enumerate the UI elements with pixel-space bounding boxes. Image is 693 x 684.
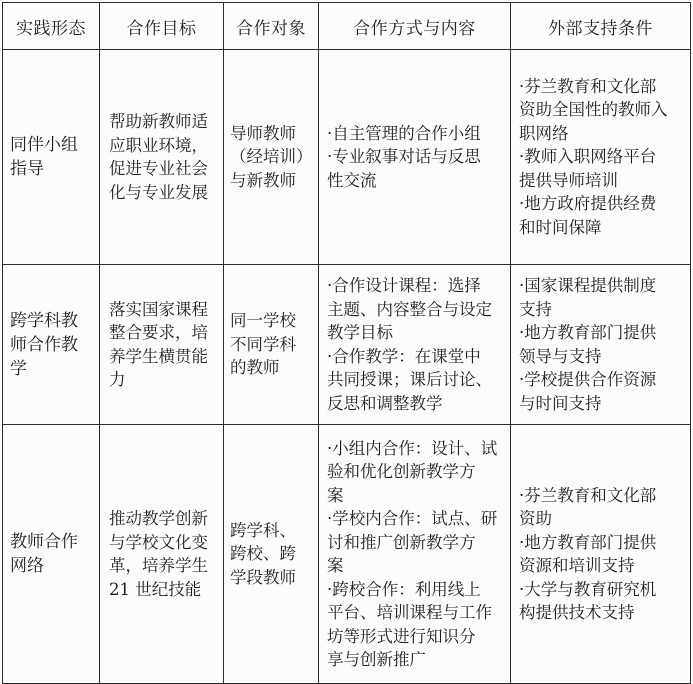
cell-goal [100, 265, 224, 425]
support-line: ·学校提供合作资源 [519, 370, 657, 389]
form-text: 教师合作 网络 [10, 532, 78, 576]
support-line: 与时间支持 [519, 393, 602, 413]
cell-support [511, 50, 691, 265]
cell-form [3, 425, 100, 684]
practice-forms-table [2, 2, 691, 684]
cell-partners [224, 50, 319, 265]
partners-text: 导师教师 （经培训） 与新教师 [230, 123, 313, 190]
support-line: 领导与支持 [519, 346, 602, 366]
methods-line: 坊等形式进行知识分 [327, 626, 476, 646]
table-row [3, 50, 691, 265]
support-line: 资源和培训支持 [519, 556, 635, 575]
methods-line: 性交流 [327, 170, 377, 190]
methods-line: ·合作教学：在课堂中 [327, 346, 481, 366]
cell-partners [224, 265, 319, 425]
support-line: 职网络 [519, 123, 569, 143]
table-row [3, 265, 691, 425]
methods-line: 教学目标 [327, 323, 393, 342]
methods-line: 共同授课；课后讨论、 [327, 370, 492, 389]
methods-line: ·学校内合作：试点、研 [327, 509, 498, 528]
methods-line: 案 [327, 556, 344, 575]
header-partners: 合作对象 [224, 3, 319, 50]
header-form: 实践形态 [3, 3, 100, 50]
support-line: 资助全国性的教师入 [519, 100, 668, 120]
cell-form [3, 50, 100, 265]
support-line: ·国家课程提供制度 [519, 276, 657, 295]
cell-goal [100, 50, 224, 265]
header-row [3, 3, 691, 50]
support-line: ·地方教育部门提供 [519, 323, 657, 342]
form-text: 跨学科教 师合作教 学 [10, 310, 78, 379]
support-line: ·教师入职网络平台 [519, 147, 657, 167]
cell-methods [319, 50, 511, 265]
methods-line: 平台、培训课程与工作 [327, 603, 492, 622]
methods-line: 讨和推广创新教学方 [327, 532, 476, 552]
support-line: ·大学与教育研究机 [519, 579, 657, 599]
cell-form [3, 265, 100, 425]
form-text: 同伴小组 指导 [10, 135, 78, 179]
cell-support [511, 265, 691, 425]
methods-line: 案 [327, 485, 344, 505]
methods-line: ·合作设计课程：选择 [327, 276, 481, 295]
support-line: 提供导师培训 [519, 170, 618, 190]
support-line: 和时间保障 [519, 217, 602, 237]
partners-text: 同一学校 不同学科 的教师 [230, 311, 296, 378]
support-line: 资助 [519, 509, 552, 528]
header-goal: 合作目标 [100, 3, 224, 50]
cell-methods [319, 265, 511, 425]
methods-line: ·自主管理的合作小组 [327, 123, 481, 143]
table-row [3, 425, 691, 684]
methods-line: 主题、内容整合与设定 [327, 299, 492, 319]
methods-line: 反思和调整教学 [327, 393, 443, 413]
header-support: 外部支持条件 [511, 3, 691, 50]
cell-methods [319, 425, 511, 684]
support-line: ·地方教育部门提供 [519, 532, 657, 552]
header-methods: 合作方式与内容 [319, 3, 511, 50]
partners-text: 跨学科、 跨校、跨 学段教师 [230, 520, 296, 587]
support-line: ·地方政府提供经费 [519, 194, 657, 214]
goal-text: 帮助新教师适 应职业环境， 促进专业社会 化与专业发展 [109, 112, 208, 202]
goal-text: 推动教学创新 与学校文化变 革，培养学生 21 世纪技能 [109, 509, 208, 599]
support-line: 支持 [519, 299, 552, 319]
methods-line: ·小组内合作：设计、试 [327, 438, 498, 458]
methods-line: 享与创新推广 [327, 650, 426, 669]
support-line: ·芬兰教育和文化部 [519, 76, 657, 96]
methods-line: 验和优化创新教学方 [327, 462, 476, 481]
support-line: ·芬兰教育和文化部 [519, 485, 657, 505]
goal-text: 落实国家课程 整合要求，培 养学生横贯能 力 [109, 299, 208, 389]
cell-support [511, 425, 691, 684]
methods-line: ·跨校合作：利用线上 [327, 579, 481, 599]
methods-line: ·专业叙事对话与反思 [327, 147, 481, 167]
cell-goal [100, 425, 224, 684]
support-line: 构提供技术支持 [519, 603, 635, 622]
cell-partners [224, 425, 319, 684]
